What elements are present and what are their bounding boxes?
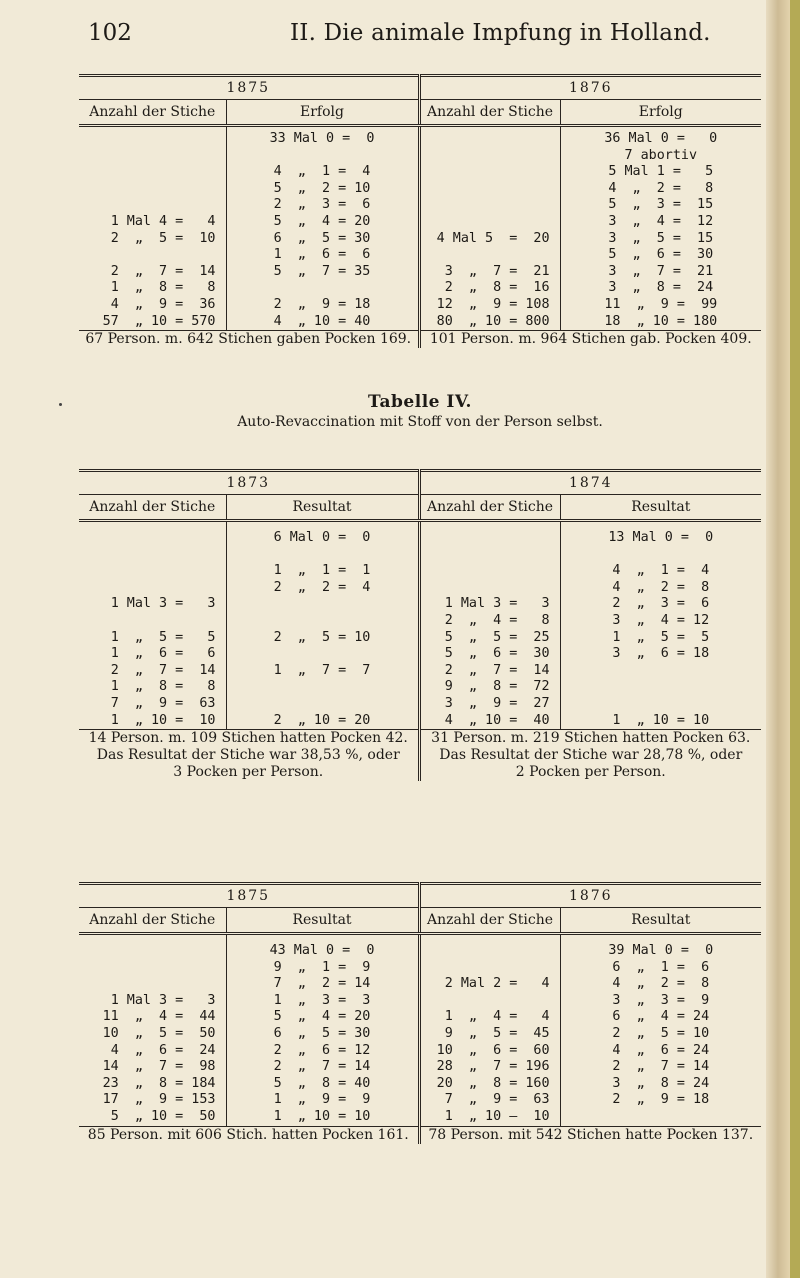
entry-line [79, 131, 216, 148]
data-row [79, 934, 761, 1127]
entry-line: 3 „ 4 = 12 [608, 213, 714, 229]
col-header-stiche-right: Anzahl der Stiche [419, 100, 560, 126]
entry-line: 4 Mal 5 = 20 [436, 230, 550, 246]
entry-line: 2 „ 5 = 10 [273, 629, 371, 645]
header-row [79, 495, 761, 521]
entry-line: 4 „ 10 = 40 [273, 313, 371, 329]
entry-line: 3 „ 5 = 15 [608, 230, 714, 246]
entry-line: 9 „ 5 = 45 [444, 1025, 550, 1041]
year-left: 1873 [226, 475, 271, 491]
entry-line: 28 „ 7 = 196 [436, 1059, 550, 1075]
entry-line: 4 „ 2 = 8 [612, 976, 710, 992]
entry-line [79, 148, 216, 165]
entry-line: 7 abortiv [624, 147, 698, 163]
erfolg-list-1875 [226, 126, 419, 331]
entry-line: 13 Mal 0 = 0 [608, 530, 714, 545]
entry-line: 4 „ 6 = 24 [110, 1042, 216, 1058]
col-header-stiche-right: Anzahl der Stiche [419, 495, 560, 521]
entry-line: 1 „ 5 = 5 [612, 629, 710, 645]
entry-line [561, 547, 762, 564]
entry-line: 2 „ 9 = 18 [273, 296, 371, 312]
summary-1876: 78 Person. mit 542 Stichen hatte Pocken 137. [419, 1126, 761, 1144]
entry-line: 9 „ 1 = 9 [273, 959, 371, 975]
col-header-resultat-right: Resultat [560, 908, 761, 934]
entry-line [79, 976, 216, 993]
entry-line: 7 „ 9 = 63 [444, 1092, 550, 1108]
entry-line: 2 „ 9 = 18 [612, 1092, 710, 1108]
entry-line: 5 „ 4 = 20 [273, 1009, 371, 1025]
table-1875-1876-erfolg [79, 74, 761, 348]
entry-line: 10 „ 5 = 50 [102, 1025, 216, 1041]
year-right: 1876 [419, 76, 761, 100]
entry-line: 43 Mal 0 = 0 [269, 943, 375, 958]
entry-line: 4 „ 6 = 24 [612, 1042, 710, 1058]
entry-line: 1 „ 10 — 10 [444, 1108, 550, 1124]
year-right: 1874 [419, 471, 761, 495]
entry-line: 4 „ 9 = 36 [110, 296, 216, 312]
entry-line [421, 530, 550, 547]
entry-line: 2 „ 7 = 14 [273, 1059, 371, 1075]
entry-line: 2 „ 3 = 6 [273, 197, 371, 213]
entry-line: 2 „ 7 = 14 [110, 662, 216, 678]
entry-line [421, 563, 550, 580]
summary-row [79, 730, 761, 782]
stiche-list-1875 [79, 126, 226, 331]
page-header [80, 20, 760, 52]
year-row [79, 884, 761, 908]
entry-line: 2 „ 8 = 16 [444, 280, 550, 296]
entry-line: 33 Mal 0 = 0 [269, 131, 375, 146]
entry-line: 2 „ 6 = 12 [273, 1042, 371, 1058]
entry-line: 20 „ 8 = 160 [436, 1075, 550, 1091]
entry-line [227, 148, 418, 165]
summary-1875: 85 Person. mit 606 Stich. hatten Pocken 161. [79, 1126, 419, 1144]
entry-line: 39 Mal 0 = 0 [608, 943, 714, 958]
entry-line: 4 „ 1 = 4 [273, 164, 371, 180]
entry-line: 18 „ 10 = 180 [604, 313, 718, 329]
print-speck [59, 403, 62, 406]
entry-line [421, 547, 550, 564]
header-row [79, 100, 761, 126]
table-1873-1874-resultat [79, 469, 761, 781]
entry-line: 1 „ 3 = 3 [273, 992, 371, 1008]
entry-line [421, 131, 550, 148]
entry-line: 1 „ 10 = 10 [110, 712, 216, 728]
entry-line: 3 „ 7 = 21 [444, 263, 550, 279]
entry-line [227, 613, 418, 630]
entry-line: 3 „ 9 = 27 [444, 695, 550, 711]
entry-line: 6 „ 1 = 6 [612, 959, 710, 975]
year-right: 1876 [419, 884, 761, 908]
entry-line [421, 993, 550, 1010]
entry-line: 1 Mal 4 = 4 [110, 213, 216, 229]
resultat-list-1876 [560, 934, 761, 1127]
entry-line: 10 „ 6 = 60 [436, 1042, 550, 1058]
entry-line: 11 „ 9 = 99 [604, 296, 718, 312]
entry-line [79, 164, 216, 181]
entry-line: 4 „ 2 = 8 [612, 579, 710, 595]
stiche-list-1876 [419, 126, 560, 331]
entry-line [421, 247, 550, 264]
stiche-list-1874 [419, 521, 560, 730]
entry-line: 1 „ 6 = 6 [273, 247, 371, 263]
erfolg-list-1876 [560, 126, 761, 331]
entry-line [79, 580, 216, 597]
entry-line: 2 „ 7 = 14 [444, 662, 550, 678]
entry-line: 6 Mal 0 = 0 [273, 530, 371, 545]
entry-line [421, 960, 550, 977]
entry-line: 1 „ 7 = 7 [273, 662, 371, 678]
entry-line [421, 943, 550, 960]
table-subheading: Auto-Revaccination mit Stoff von der Person selbst. [237, 414, 603, 430]
entry-line: 80 „ 10 = 800 [436, 313, 550, 329]
col-header-erfolg-right: Erfolg [560, 100, 761, 126]
scan-edge-strip [790, 0, 800, 1278]
entry-line: 36 Mal 0 = 0 [604, 131, 718, 146]
entry-line: 3 „ 4 = 12 [612, 612, 710, 628]
entry-line: 1 Mal 3 = 3 [444, 596, 550, 612]
entry-line: 5 „ 7 = 35 [273, 263, 371, 279]
entry-line: 1 „ 8 = 8 [110, 679, 216, 695]
entry-line: 4 „ 10 = 40 [444, 712, 550, 728]
entry-line: 6 „ 5 = 30 [273, 1025, 371, 1041]
entry-line: 7 „ 9 = 63 [110, 695, 216, 711]
entry-line: 17 „ 9 = 153 [102, 1092, 216, 1108]
summary-line: Das Resultat der Stiche war 38,53 %, oder [96, 747, 400, 764]
entry-line [227, 280, 418, 297]
entry-line [561, 663, 762, 680]
entry-line [561, 696, 762, 713]
entry-line [561, 1109, 762, 1126]
entry-line: 5 „ 8 = 40 [273, 1075, 371, 1091]
entry-line [227, 646, 418, 663]
summary-line: 2 Pocken per Person. [515, 764, 666, 781]
summary-1876: 101 Person. m. 964 Stichen gab. Pocken 409. [419, 331, 761, 349]
entry-line: 2 „ 4 = 8 [444, 612, 550, 628]
entry-line: 1 „ 6 = 6 [110, 646, 216, 662]
entry-line [79, 547, 216, 564]
col-header-resultat-left: Resultat [226, 495, 419, 521]
entry-line [79, 530, 216, 547]
entry-line: 7 „ 2 = 14 [273, 976, 371, 992]
entry-line [421, 181, 550, 198]
entry-line: 3 „ 6 = 18 [612, 646, 710, 662]
stiche-list-1876 [419, 934, 560, 1127]
data-row [79, 521, 761, 730]
entry-line: 1 Mal 3 = 3 [110, 992, 216, 1008]
summary-line: Das Resultat der Stiche war 28,78 %, oder [439, 747, 743, 764]
entry-line [227, 679, 418, 696]
summary-1874 [419, 730, 761, 782]
entry-line [421, 148, 550, 165]
entry-line: 3 „ 3 = 9 [612, 992, 710, 1008]
col-header-stiche-right: Anzahl der Stiche [419, 908, 560, 934]
col-header-erfolg-left: Erfolg [226, 100, 419, 126]
table-heading: Tabelle IV. [368, 392, 472, 412]
entry-line [79, 197, 216, 214]
header-row [79, 908, 761, 934]
col-header-stiche-left: Anzahl der Stiche [79, 908, 226, 934]
entry-line: 1 „ 9 = 9 [273, 1092, 371, 1108]
entry-line: 5 „ 4 = 20 [273, 213, 371, 229]
entry-line: 2 „ 10 = 20 [273, 712, 371, 728]
entry-line [227, 696, 418, 713]
entry-line: 3 „ 8 = 24 [608, 280, 714, 296]
entry-line [421, 164, 550, 181]
entry-line: 2 „ 5 = 10 [110, 230, 216, 246]
summary-line: 3 Pocken per Person. [173, 764, 324, 781]
entry-line: 2 „ 7 = 14 [110, 263, 216, 279]
resultat-list-1875 [226, 934, 419, 1127]
summary-line: 14 Person. m. 109 Stichen hatten Pocken 42. [88, 730, 408, 747]
summary-1875: 67 Person. m. 642 Stichen gaben Pocken 169. [79, 331, 419, 349]
year-row [79, 471, 761, 495]
year-left: 1875 [226, 80, 271, 96]
entry-line: 5 „ 6 = 30 [444, 646, 550, 662]
entry-line: 1 Mal 3 = 3 [110, 596, 216, 612]
entry-line: 9 „ 8 = 72 [444, 679, 550, 695]
entry-line [79, 181, 216, 198]
entry-line [227, 596, 418, 613]
entry-line: 1 „ 4 = 4 [444, 1009, 550, 1025]
entry-line: 1 „ 8 = 8 [110, 280, 216, 296]
entry-line: 2 „ 5 = 10 [612, 1025, 710, 1041]
entry-line: 2 „ 2 = 4 [273, 579, 371, 595]
entry-line [79, 613, 216, 630]
entry-line: 1 „ 10 = 10 [273, 1108, 371, 1124]
resultat-list-1874 [560, 521, 761, 730]
page-number: 102 [88, 20, 132, 46]
entry-line [79, 563, 216, 580]
entry-line: 5 „ 3 = 15 [608, 197, 714, 213]
entry-line: 12 „ 9 = 108 [436, 296, 550, 312]
stiche-list-1875 [79, 934, 226, 1127]
entry-line [421, 197, 550, 214]
entry-line: 5 „ 6 = 30 [608, 247, 714, 263]
entry-line: 4 „ 1 = 4 [612, 563, 710, 579]
entry-line: 23 „ 8 = 184 [102, 1075, 216, 1091]
entry-line: 6 „ 5 = 30 [273, 230, 371, 246]
entry-line: 5 Mal 1 = 5 [608, 164, 714, 180]
entry-line: 4 „ 2 = 8 [608, 180, 714, 196]
entry-line: 14 „ 7 = 98 [102, 1059, 216, 1075]
summary-1873 [79, 730, 419, 782]
entry-line [79, 943, 216, 960]
running-title: II. Die animale Impfung in Holland. [290, 20, 711, 46]
entry-line: 1 „ 5 = 5 [110, 629, 216, 645]
col-header-resultat-left: Resultat [226, 908, 419, 934]
entry-line: 5 „ 10 = 50 [110, 1108, 216, 1124]
stiche-list-1873 [79, 521, 226, 730]
entry-line: 5 „ 5 = 25 [444, 629, 550, 645]
summary-row [79, 1126, 761, 1144]
entry-line: 1 „ 10 = 10 [612, 712, 710, 728]
table-1875-1876-resultat [79, 882, 761, 1144]
entry-line: 6 „ 4 = 24 [612, 1009, 710, 1025]
data-row [79, 126, 761, 331]
entry-line [227, 547, 418, 564]
summary-line: 31 Person. m. 219 Stichen hatten Pocken 63. [431, 730, 751, 747]
year-left: 1875 [226, 888, 271, 904]
entry-line: 11 „ 4 = 44 [102, 1009, 216, 1025]
year-row [79, 76, 761, 100]
entry-line [421, 214, 550, 231]
entry-line: 2 „ 3 = 6 [612, 596, 710, 612]
entry-line: 57 „ 10 = 570 [102, 313, 216, 329]
col-header-stiche-left: Anzahl der Stiche [79, 100, 226, 126]
entry-line [421, 580, 550, 597]
entry-line [79, 247, 216, 264]
entry-line: 3 „ 7 = 21 [608, 263, 714, 279]
summary-row [79, 331, 761, 349]
col-header-stiche-left: Anzahl der Stiche [79, 495, 226, 521]
entry-line: 2 Mal 2 = 4 [444, 976, 550, 992]
entry-line [79, 960, 216, 977]
entry-line: 3 „ 8 = 24 [612, 1075, 710, 1091]
col-header-resultat-right: Resultat [560, 495, 761, 521]
entry-line: 2 „ 7 = 14 [612, 1059, 710, 1075]
entry-line: 1 „ 1 = 1 [273, 563, 371, 579]
entry-line: 5 „ 2 = 10 [273, 180, 371, 196]
resultat-list-1873 [226, 521, 419, 730]
entry-line [561, 679, 762, 696]
